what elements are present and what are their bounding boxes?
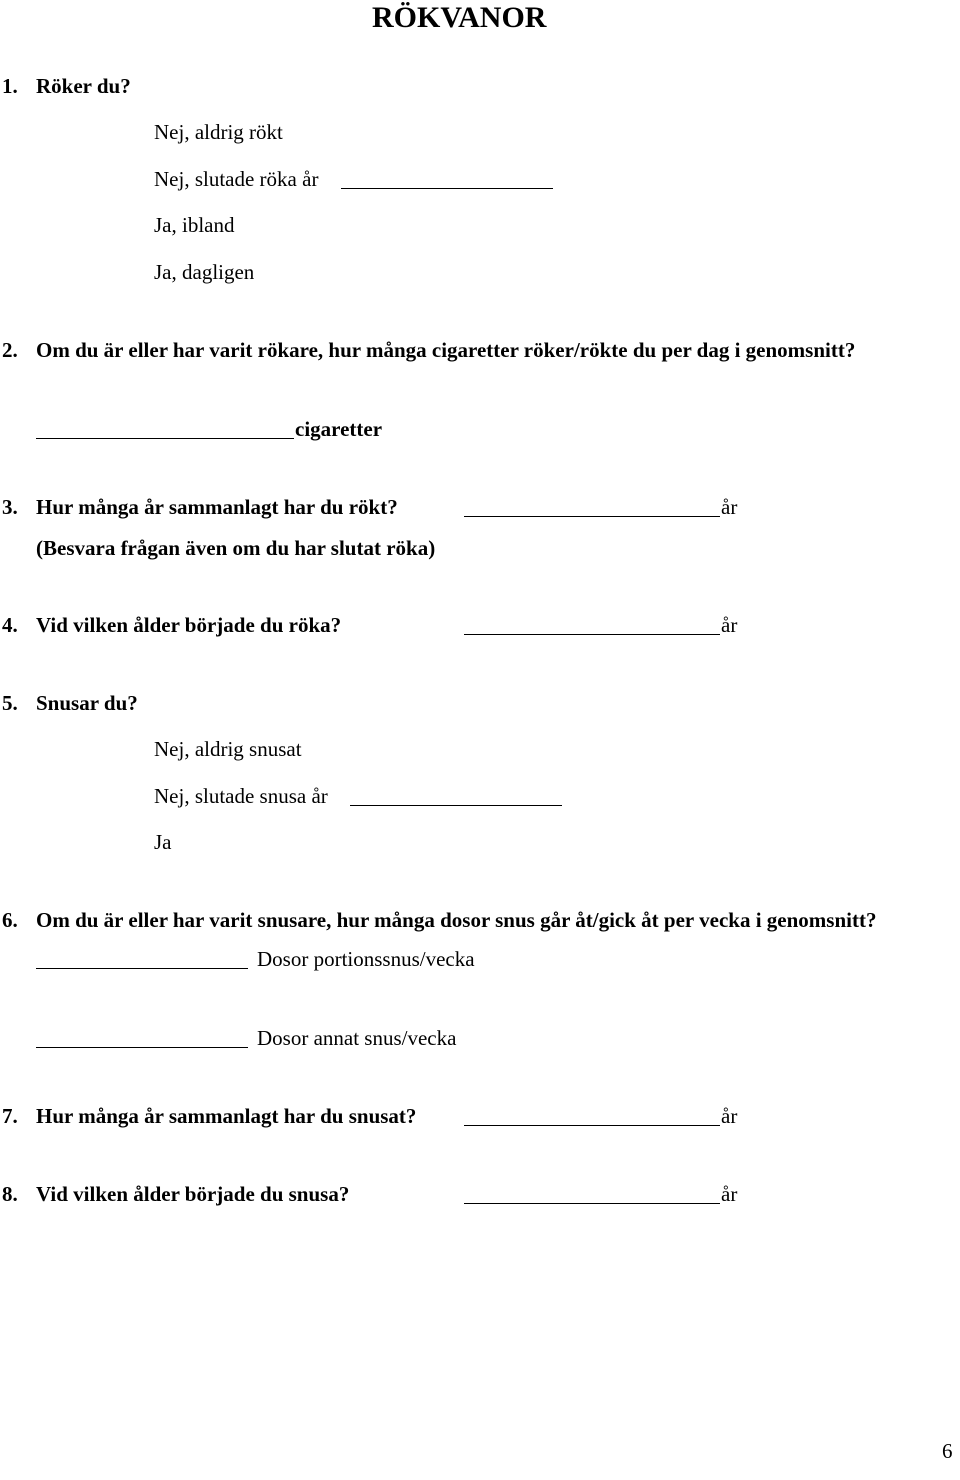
q8-text: Vid vilken ålder började du snusa? [36, 1182, 350, 1206]
q1-quit-year-field[interactable] [341, 188, 553, 189]
q6-portion-snus-field[interactable] [36, 968, 248, 969]
q7-unit: år [721, 1104, 738, 1128]
q8-age-field[interactable] [464, 1203, 720, 1204]
q3-years-field[interactable] [464, 516, 720, 517]
q4-text: Vid vilken ålder började du röka? [36, 613, 342, 637]
q7-text: Hur många år sammanlagt har du snusat? [36, 1104, 417, 1128]
q6-text: Om du är eller har varit snusare, hur många dosor snus går åt/gick åt per vecka i genomsnitt? [36, 908, 877, 932]
q6-unit-other: Dosor annat snus/vecka [257, 1026, 457, 1050]
page-title: RÖKVANOR [372, 1, 547, 34]
q3-text: Hur många år sammanlagt har du rökt? [36, 495, 398, 519]
q2-unit: cigaretter [295, 417, 383, 441]
q2-cigarettes-field[interactable] [36, 438, 294, 439]
q5-quit-year-field[interactable] [350, 805, 562, 806]
q2-text: Om du är eller har varit rökare, hur många cigaretter röker/rökte du per dag i genomsnitt? [36, 338, 856, 362]
q3-number: 3. [2, 495, 18, 519]
q6-unit-portion: Dosor portionssnus/vecka [257, 947, 475, 971]
q4-unit: år [721, 613, 738, 637]
q1-number: 1. [2, 74, 18, 98]
q1-option-daily[interactable]: Ja, dagligen [154, 260, 255, 284]
q3-unit: år [721, 495, 738, 519]
q1-text: Röker du? [36, 74, 131, 98]
q1-option-quit[interactable]: Nej, slutade röka år [154, 167, 319, 191]
q4-age-field[interactable] [464, 634, 720, 635]
q4-number: 4. [2, 613, 18, 637]
q5-option-quit[interactable]: Nej, slutade snusa år [154, 784, 328, 808]
q8-number: 8. [2, 1182, 18, 1206]
q2-number: 2. [2, 338, 18, 362]
q3-note: (Besvara frågan även om du har slutat röka) [36, 536, 436, 560]
q8-unit: år [721, 1182, 738, 1206]
q6-other-snus-field[interactable] [36, 1047, 248, 1048]
q1-option-never[interactable]: Nej, aldrig rökt [154, 120, 283, 144]
q5-number: 5. [2, 691, 18, 715]
q5-text: Snusar du? [36, 691, 138, 715]
q6-number: 6. [2, 908, 18, 932]
q5-option-never[interactable]: Nej, aldrig snusat [154, 737, 302, 761]
q5-option-yes[interactable]: Ja [154, 830, 172, 854]
q7-years-field[interactable] [464, 1125, 720, 1126]
page-number: 6 [942, 1439, 953, 1463]
q7-number: 7. [2, 1104, 18, 1128]
q1-option-sometimes[interactable]: Ja, ibland [154, 213, 235, 237]
